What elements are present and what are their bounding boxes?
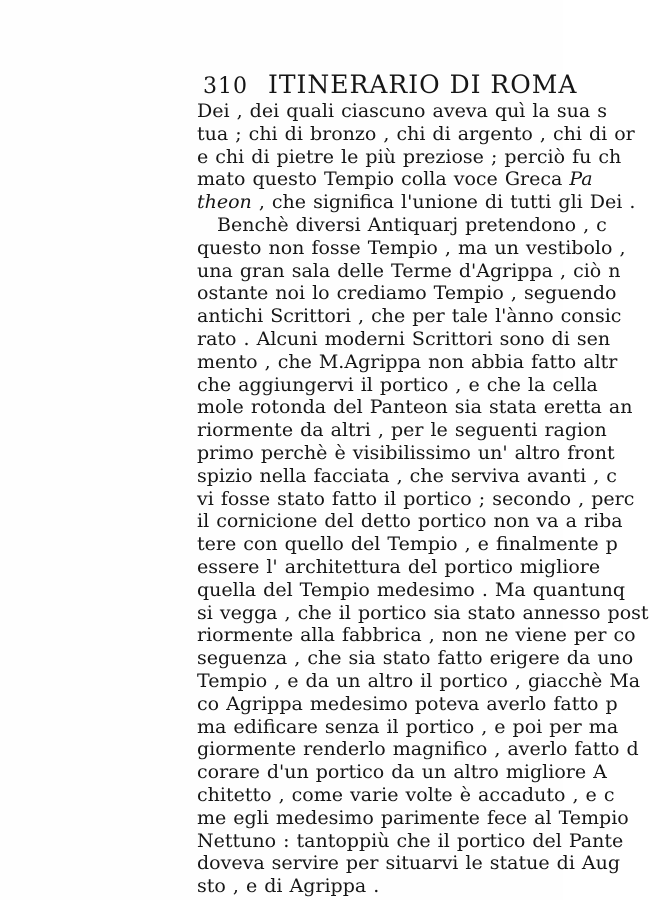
text-line: una gran sala delle Terme d'Agrippa , ciò n [197, 259, 621, 282]
text-line: giormente renderlo magnifico , averlo fatto d [197, 738, 639, 761]
text-segment: mato questo Tempio colla voce Greca [197, 168, 570, 191]
text-line: rato . Alcuni moderni Scrittori sono di sen [197, 327, 611, 350]
text-line: che aggiungervi il portico , e che la cella [197, 373, 598, 396]
text-line: quella del Tempio medesimo . Ma quantunq [197, 578, 625, 601]
text-line: corare d'un portico da un altro migliore A [197, 761, 607, 784]
text-line: chitetto , come varie volte è accaduto , e c [197, 783, 615, 806]
text-line: Nettuno : tantoppiù che il portico del Pante [197, 829, 624, 852]
italic-word: Pa [569, 168, 593, 191]
text-line: mento , che M.Agrippa non abbia fatto altr [197, 350, 618, 373]
page-number: 310 [203, 74, 248, 99]
running-title: ITINERARIO DI ROMA [268, 70, 578, 99]
text-segment: , che significa l'unione di tutti gli Dei . [251, 191, 636, 214]
text-line: Dei , dei quali ciascuno aveva quì la sua s [197, 100, 607, 122]
text-line: tere con quello del Tempio , e finalmente p [197, 533, 618, 556]
text-line: essere l' architettura del portico migliore [197, 555, 601, 578]
text-line: seguenza , che sia stato fatto erigere da uno [197, 647, 634, 670]
text-line: tua ; chi di bronzo , chi di argento , chi di or [197, 122, 635, 145]
text-line: riormente alla fabbrica , non ne viene per co [197, 624, 636, 647]
body-text [197, 100, 649, 898]
page-header [203, 70, 577, 102]
text-line: ma edificare senza il portico , e poi per ma [197, 715, 619, 738]
text-line: me egli medesimo parimente fece al Tempio [197, 806, 629, 829]
text-line [197, 191, 636, 214]
text-line: mole rotonda del Panteon sia stata eretta an [197, 396, 633, 419]
italic-word: theon [197, 191, 252, 214]
text-line: co Agrippa medesimo poteva averlo fatto p [197, 692, 618, 715]
text-line [197, 168, 593, 191]
text-line: primo perchè è visibilissimo un' altro front [197, 441, 615, 464]
text-line: sto , e di Agrippa . [197, 875, 380, 898]
text-line: antichi Scrittori , che per tale l'ànno consic [197, 305, 622, 328]
paragraph-start-line: Benchè diversi Antiquarj pretendono , c [217, 213, 607, 236]
text-line: spizio nella facciata , che serviva avanti , c [197, 464, 617, 487]
text-line: questo non fosse Tempio , ma un vestibolo , [197, 236, 626, 259]
text-line: doveva servire per situarvi le statue di Aug [197, 852, 621, 875]
text-line: il cornicione del detto portico non va a riba [197, 510, 623, 533]
text-line: riormente da altri , per le seguenti ragion [197, 419, 607, 442]
text-line: vi fosse stato fatto il portico ; secondo , perc [197, 487, 635, 510]
text-line: si vegga , che il portico sia stato annesso post [197, 601, 649, 624]
text-line: Tempio , e da un altro il portico , giacchè Ma [197, 669, 641, 692]
text-line: e chi di pietre le più preziose ; perciò fu ch [197, 145, 622, 168]
text-line: ostante noi lo crediamo Tempio , seguendo [197, 282, 617, 305]
